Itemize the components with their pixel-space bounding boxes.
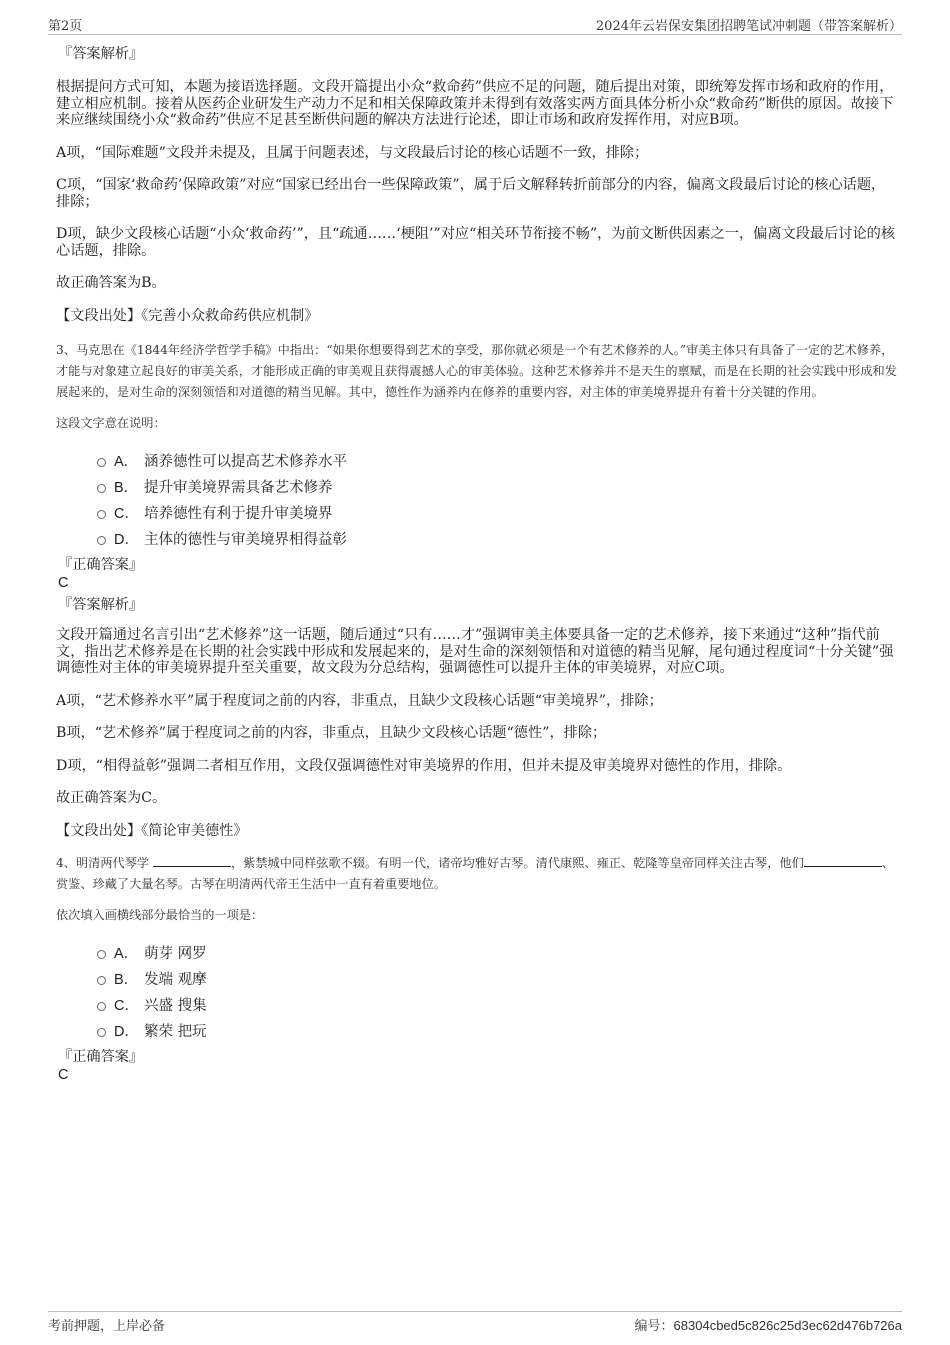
q2-analysis-tag: 『答案解析』	[58, 46, 144, 62]
q4-option-a[interactable]: A． 萌芽 网罗	[56, 941, 898, 967]
q3-analysis-tag: 『答案解析』	[58, 597, 144, 613]
radio-icon[interactable]	[97, 1002, 106, 1011]
page-header	[48, 12, 902, 35]
q3-source: 【文段出处】《简论审美德性》	[56, 822, 248, 839]
q2-item-c: C项，“国家‘救命药’保障政策”对应“国家已经出台一些保障政策”，属于后文解释转折前部分的内容，偏离文段最后讨论的核心话题，排除；	[56, 177, 886, 210]
q4-options	[56, 941, 898, 1045]
q3-item-d: D项，“相得益彰”强调二者相互作用，文段仅强调德性对审美境界的作用，但并未提及审美境界对德性的作用，排除。	[56, 757, 792, 774]
q3-option-a[interactable]: A． 涵养德性可以提高艺术修养水平	[56, 449, 898, 475]
footer-slogan: 考前押题，上岸必备	[48, 1319, 166, 1334]
q3-option-b[interactable]: B． 提升审美境界需具备艺术修养	[56, 475, 898, 501]
radio-icon[interactable]	[97, 484, 106, 493]
radio-icon[interactable]	[97, 976, 106, 985]
q4-option-d[interactable]: D． 繁荣 把玩	[56, 1019, 898, 1045]
q3-item-a: A项，“艺术修养水平”属于程度词之前的内容，非重点，且缺少文段核心话题“审美境界”，排除；	[56, 692, 663, 709]
radio-icon[interactable]	[97, 536, 106, 545]
fill-blank-1	[153, 854, 231, 867]
q3-option-c[interactable]: C． 培养德性有利于提升审美境界	[56, 501, 898, 527]
option-text: 主体的德性与审美境界相得益彰	[144, 532, 347, 548]
q4-correct-answer: C	[58, 1067, 69, 1083]
page-footer	[48, 1311, 902, 1336]
q2-item-a: A项，“国际难题”文段并未提及，且属于问题表述，与文段最后讨论的核心话题不一致，排除；	[56, 144, 649, 161]
q2-item-d: D项，缺少文段核心话题“小众‘救命药’”，且“疏通……‘梗阻’”对应“相关环节衔接不畅”，为前文断供因素之一，偏离文段最后讨论的核心话题，排除。	[56, 226, 896, 259]
q3-correct-answer: C	[58, 575, 69, 591]
q4-stem: 4、明清两代琴学 ，紫禁城中同样弦歌不辍。有明一代，诸帝均雅好古琴。清代康熙、雍正、乾隆等皇帝同样关注古琴，他们 、赏鉴、珍藏了大量名琴。古琴在明清两代帝王生活中一直有着重要地位。	[56, 856, 894, 891]
option-text: 发端 观摩	[144, 972, 207, 988]
radio-icon[interactable]	[97, 950, 106, 959]
fill-blank-2	[804, 854, 882, 867]
document-code: 编号：68304cbed5c826c25d3ec62d476b726a	[634, 1318, 902, 1333]
q3-conclusion: 故正确答案为C。	[56, 790, 167, 806]
page-number: 第2页	[48, 19, 83, 34]
document-title: 2024年云岩保安集团招聘笔试冲刺题（带答案解析）	[595, 19, 902, 34]
radio-icon[interactable]	[97, 510, 106, 519]
q3-correct-tag: 『正确答案』	[58, 557, 144, 573]
radio-icon[interactable]	[97, 1028, 106, 1037]
q4-correct-tag: 『正确答案』	[58, 1049, 144, 1065]
q4-option-b[interactable]: B． 发端 观摩	[56, 967, 898, 993]
radio-icon[interactable]	[97, 458, 106, 467]
q3-option-d[interactable]: D． 主体的德性与审美境界相得益彰	[56, 527, 898, 553]
q3-prompt: 这段文字意在说明：	[56, 416, 166, 430]
option-text: 培养德性有利于提升审美境界	[144, 506, 333, 522]
option-text: 繁荣 把玩	[144, 1024, 207, 1040]
option-text: 兴盛 搜集	[144, 998, 207, 1014]
q3-analysis-text: 文段开篇通过名言引出“艺术修养”这一话题，随后通过“只有……才”强调审美主体要具备一定的艺术修养，接下来通过“这种”指代前文，指出艺术修养是在长期的社会实践中形成和发展起来的，是对生命的深刻领悟和对道德的精当见解，尾句通过程度词“十分关键”强调德性对主体的审美境界提升至关重要，故文段为分总结构，强调德性可以提升主体的审美境界，对应C项。	[56, 627, 894, 676]
q2-conclusion: 故正确答案为B。	[56, 275, 166, 291]
q4-prompt: 依次填入画横线部分最恰当的一项是：	[56, 908, 264, 922]
page-content	[56, 44, 898, 1083]
q2-analysis-text: 根据提问方式可知，本题为接语选择题。文段开篇提出小众“救命药”供应不足的问题，随后提出对策，即统筹发挥市场和政府的作用，建立相应机制。接着从医药企业研发生产动力不足和相关保障政策并未得到有效落实两方面具体分析小众“救命药”断供的原因。故接下来应继续围绕小众“救命药”供应不足甚至断供问题的解决方法进行论述，即让市场和政府发挥作用，对应B项。	[56, 79, 894, 128]
q3-options	[56, 449, 898, 553]
option-text: 涵养德性可以提高艺术修养水平	[144, 454, 347, 470]
q2-source: 【文段出处】《完善小众救命药供应机制》	[56, 307, 319, 324]
q3-stem: 3、马克思在《1844年经济学哲学手稿》中指出：“如果你想要得到艺术的享受，那你就必须是一个有艺术修养的人。”审美主体只有具备了一定的艺术修养，才能与对象建立起良好的审美关系，才能形成正确的审美观且获得震撼人心的审美体验。这种艺术修养并不是天生的禀赋，而是在长期的社会实践中形成和发展起来的，是对生命的深刻领悟和对道德的精当见解。其中，德性作为涵养内在修养的重要内容，对主体的审美境界提升有着十分关键的作用。	[56, 343, 897, 399]
option-text: 提升审美境界需具备艺术修养	[144, 480, 333, 496]
option-text: 萌芽 网罗	[144, 946, 207, 962]
q4-option-c[interactable]: C． 兴盛 搜集	[56, 993, 898, 1019]
q3-item-b: B项，“艺术修养”属于程度词之前的内容，非重点，且缺少文段核心话题“德性”，排除；	[56, 725, 607, 741]
